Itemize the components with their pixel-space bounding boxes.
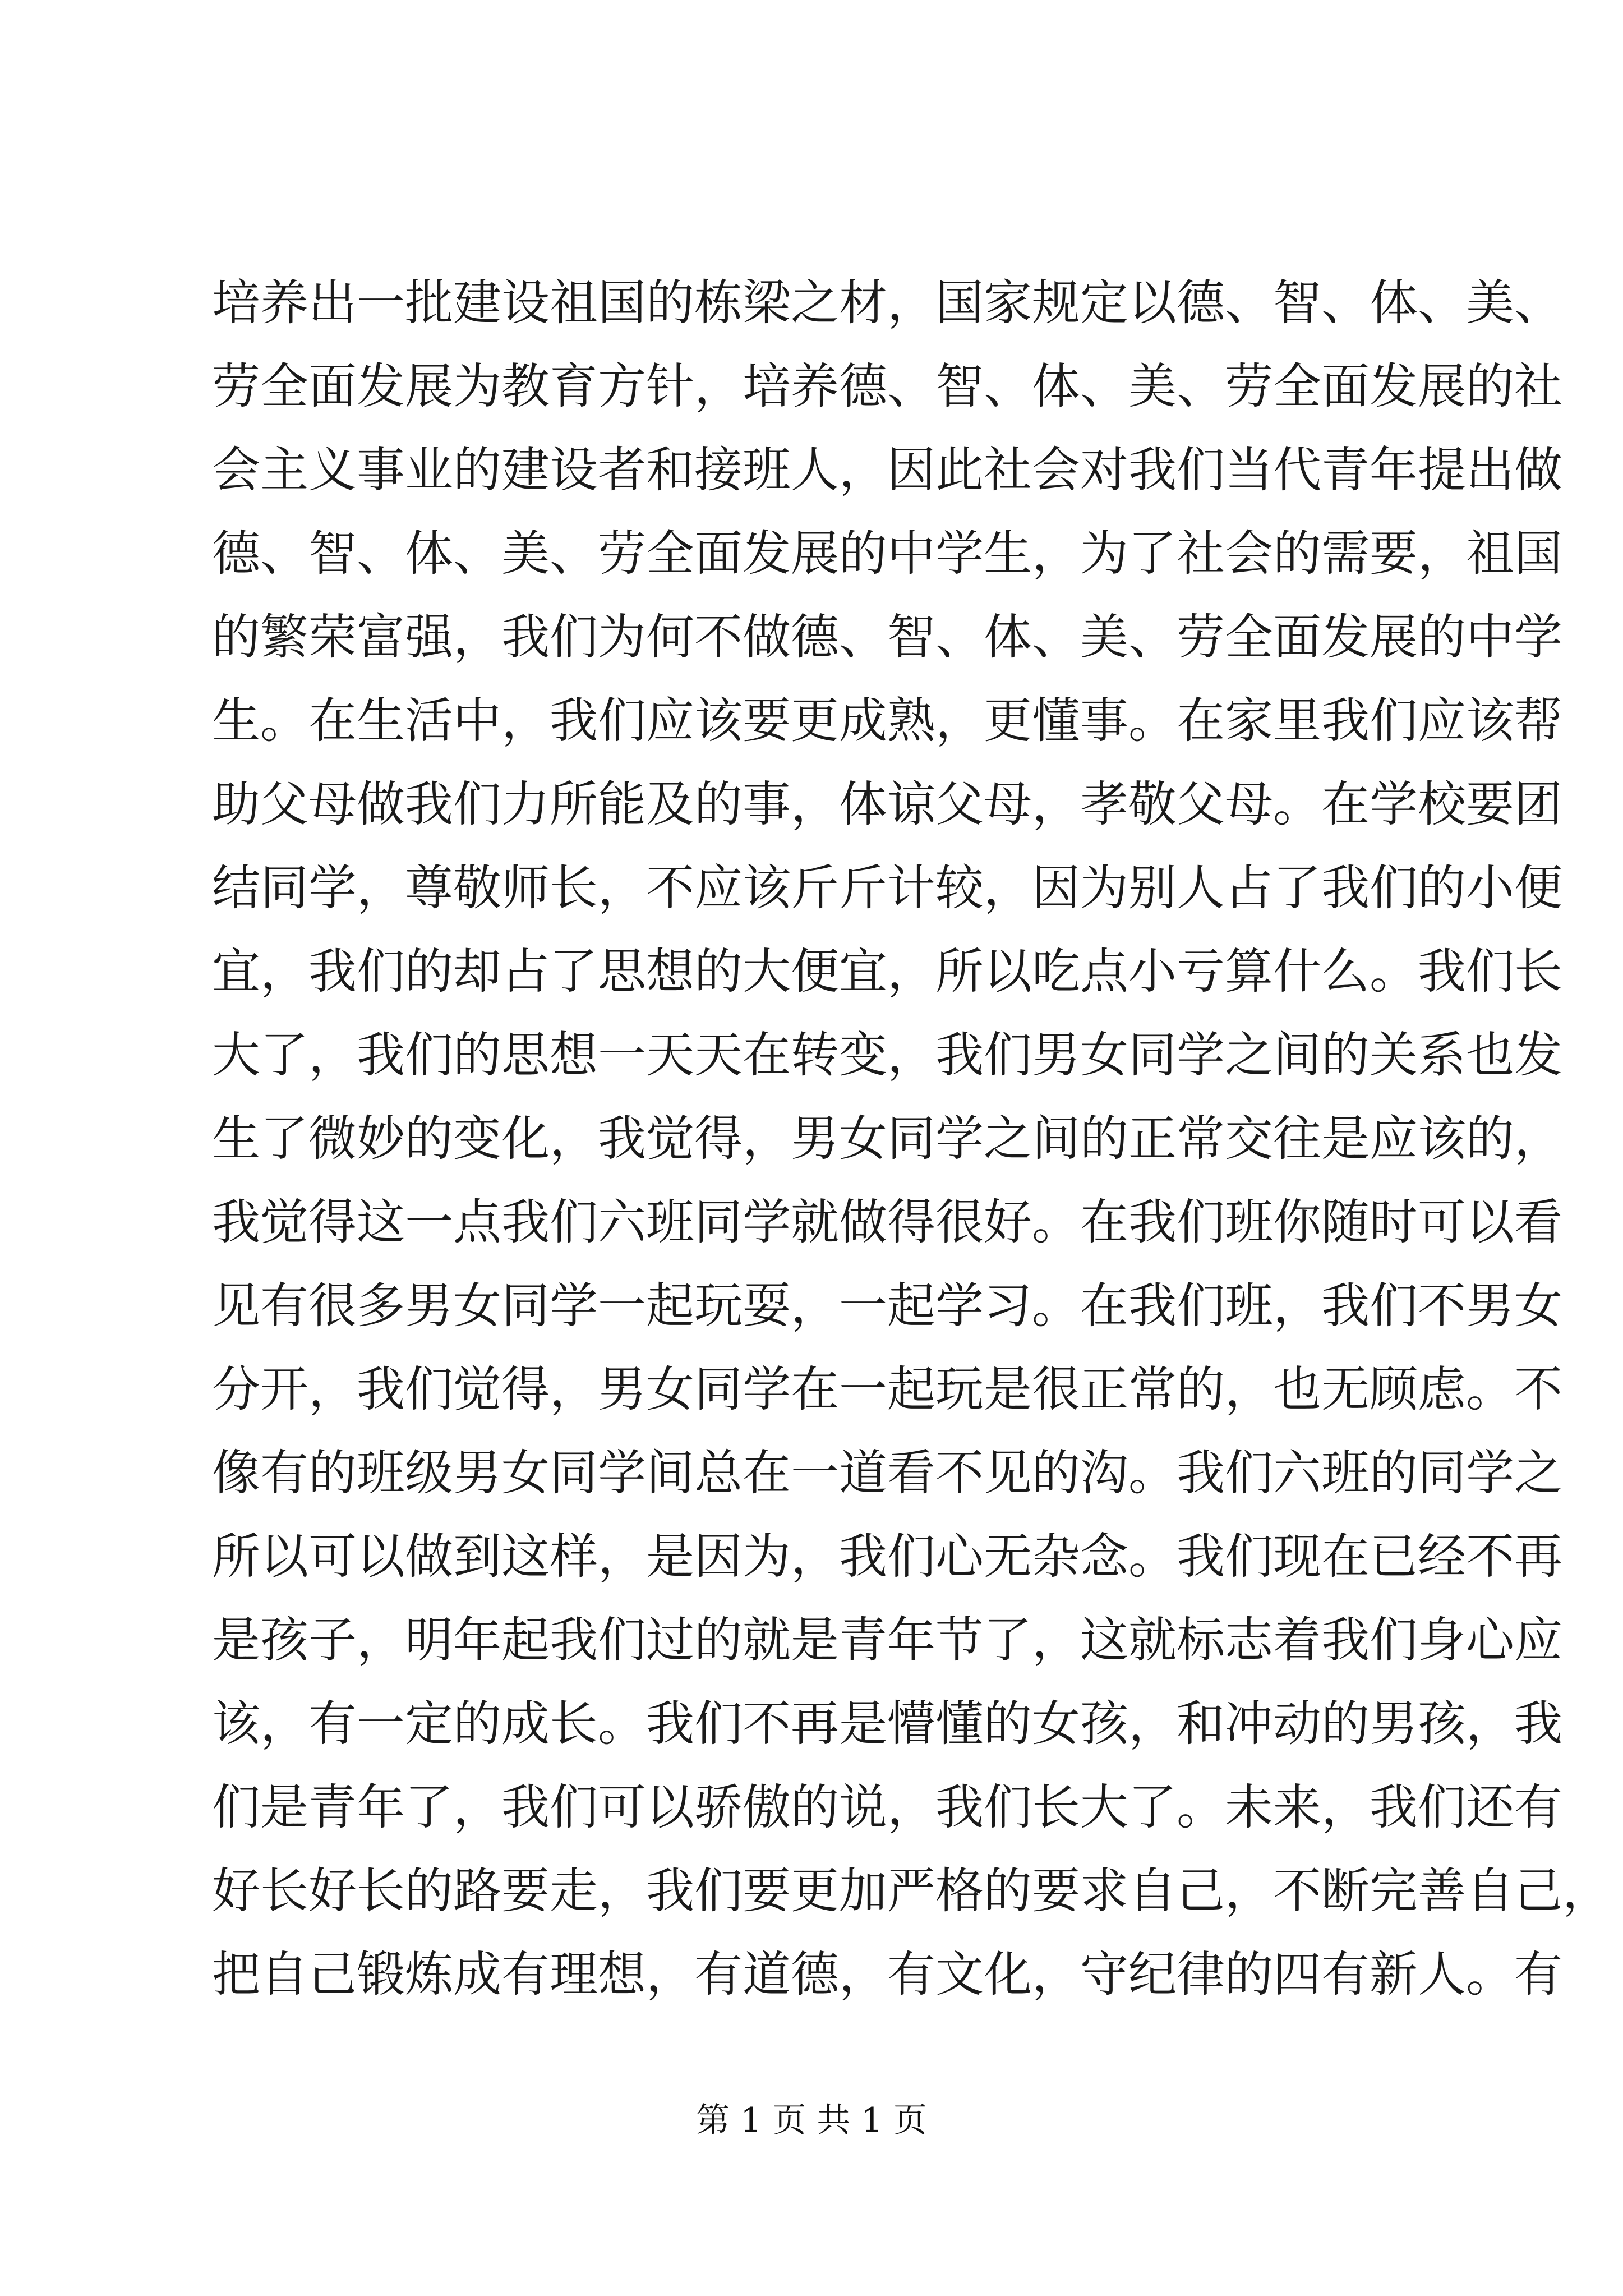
text-line: 生。在生活中，我们应该要更成熟，更懂事。在家里我们应该帮 xyxy=(212,693,1562,749)
text-line: 助父母做我们力所能及的事，体谅父母，孝敬父母。在学校要团 xyxy=(212,776,1562,832)
text-line: 好长好长的路要走，我们要更加严格的要求自己，不断完善自己， xyxy=(212,1863,1611,1919)
text-line: 会主义事业的建设者和接班人，因此社会对我们当代青年提出做 xyxy=(212,442,1562,498)
text-line: 劳全面发展为教育方针，培养德、智、体、美、劳全面发展的社 xyxy=(212,358,1562,415)
text-line: 该，有一定的成长。我们不再是懵懂的女孩，和冲动的男孩，我 xyxy=(212,1696,1562,1752)
text-line: 是孩子，明年起我们过的就是青年节了，这就标志着我们身心应 xyxy=(212,1612,1562,1668)
text-line: 德、智、体、美、劳全面发展的中学生，为了社会的需要，祖国 xyxy=(212,526,1562,582)
text-line: 见有很多男女同学一起玩耍，一起学习。在我们班，我们不男女 xyxy=(212,1278,1562,1334)
page-number-footer: 第 1 页 共 1 页 xyxy=(696,2101,927,2140)
text-line: 生了微妙的变化，我觉得，男女同学之间的正常交往是应该的， xyxy=(212,1111,1562,1167)
text-line: 分开，我们觉得，男女同学在一起玩是很正常的，也无顾虑。不 xyxy=(212,1361,1562,1418)
text-line: 宜，我们的却占了思想的大便宜，所以吃点小亏算什么。我们长 xyxy=(212,944,1562,1000)
text-line: 结同学，尊敬师长，不应该斤斤计较，因为别人占了我们的小便 xyxy=(212,860,1562,916)
text-line: 所以可以做到这样，是因为，我们心无杂念。我们现在已经不再 xyxy=(212,1529,1562,1585)
text-line: 的繁荣富强，我们为何不做德、智、体、美、劳全面发展的中学 xyxy=(212,609,1562,665)
text-line: 我觉得这一点我们六班同学就做得很好。在我们班你随时可以看 xyxy=(212,1194,1562,1250)
text-line: 培养出一批建设祖国的栋梁之材，国家规定以德、智、体、美、 xyxy=(212,275,1562,331)
text-line: 像有的班级男女同学间总在一道看不见的沟。我们六班的同学之 xyxy=(212,1445,1562,1501)
text-line: 大了，我们的思想一天天在转变，我们男女同学之间的关系也发 xyxy=(212,1027,1562,1083)
body-text xyxy=(212,261,1611,2017)
text-line: 把自己锻炼成有理想，有道德，有文化，守纪律的四有新人。有 xyxy=(212,1947,1562,2003)
text-line: 们是青年了，我们可以骄傲的说，我们长大了。未来，我们还有 xyxy=(212,1779,1562,1835)
